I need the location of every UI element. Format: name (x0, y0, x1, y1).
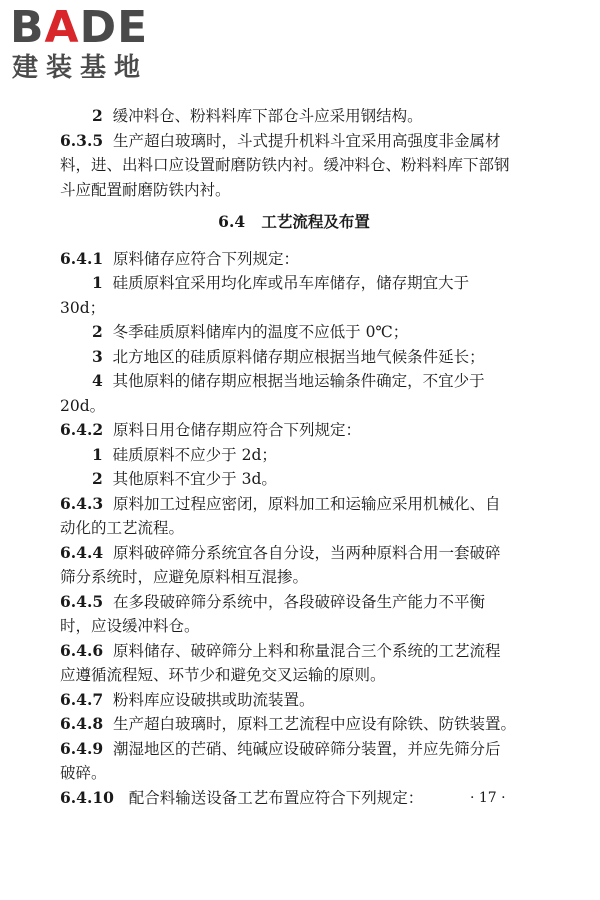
clause-line: 20d。 (60, 396, 106, 415)
clause-line: 30d； (60, 298, 106, 317)
page-number: · 17 · (470, 790, 506, 806)
clause-6-4-8: 6.4.8 生产超白玻璃时，原料工艺流程中应设有除铁、防铁装置。 (60, 714, 517, 733)
document-body (60, 104, 528, 810)
list-item: 4 其他原料的储存期应根据当地运输条件确定，不宜少于 (92, 371, 485, 390)
clause-6-3-5: 6.3.5 生产超白玻璃时，斗式提升机料斗宜采用高强度非金属材 (60, 130, 501, 150)
section-heading: 6.4 工艺流程及布置 (218, 212, 370, 231)
clause-6-4-1: 6.4.1 原料储存应符合下列规定： (60, 248, 300, 268)
clause-6-4-4: 6.4.4 原料破碎筛分系统宜各自分设，当两种原料合用一套破碎 (60, 542, 501, 562)
clause-line: 斗应配置耐磨防铁内衬。 (60, 180, 231, 199)
clause-line: 时，应设缓冲料仓。 (60, 617, 200, 635)
clause-6-4-7: 6.4.7 粉料库应设破拱或助流装置。 (60, 689, 315, 709)
clause-6-4-3: 6.4.3 原料加工过程应密闭，原料加工和运输应采用机械化、自 (60, 493, 501, 513)
clause-6-4-9: 6.4.9 潮湿地区的芒硝、纯碱应设破碎筛分装置，并应先筛分后 (60, 738, 501, 758)
logo-wordmark: BADE (10, 2, 149, 53)
clause-line: 应遵循流程短、环节少和避免交叉运输的原则。 (60, 666, 386, 684)
clause-6-4-6: 6.4.6 原料储存、破碎筛分上料和称量混合三个系统的工艺流程 (60, 640, 501, 660)
list-item: 2 其他原料不宜少于 3d。 (92, 469, 277, 488)
clause-6-4-10: 6.4.10 配合料输送设备工艺布置应符合下列规定： (60, 787, 424, 807)
clause-line: 破碎。 (60, 764, 107, 782)
clause-line: 动化的工艺流程。 (60, 519, 185, 537)
list-item: 3 北方地区的硅质原料储存期应根据当地气候条件延长； (92, 346, 485, 366)
list-item: 2 缓冲料仓、粉料料库下部仓斗应采用钢结构。 (92, 106, 423, 125)
clause-6-4-2: 6.4.2 原料日用仓储存期应符合下列规定： (60, 420, 362, 439)
clause-line: 筛分系统时，应避免原料相互混掺。 (60, 568, 309, 586)
bade-logo (8, 4, 183, 84)
list-item: 1 硅质原料宜采用均化库或吊车库储存，储存期宜大于 (92, 273, 470, 292)
clause-line: 料，进、出料口应设置耐磨防铁内衬。缓冲料仓、粉料料库下部钢 (60, 156, 510, 174)
logo-subtitle: 建装基地 (12, 53, 149, 83)
list-item: 1 硅质原料不应少于 2d； (92, 444, 277, 464)
clause-6-4-5: 6.4.5 在多段破碎筛分系统中，各段破碎设备生产能力不平衡 (60, 591, 486, 611)
list-item: 2 冬季硅质原料储库内的温度不应低于 0℃； (92, 322, 409, 341)
